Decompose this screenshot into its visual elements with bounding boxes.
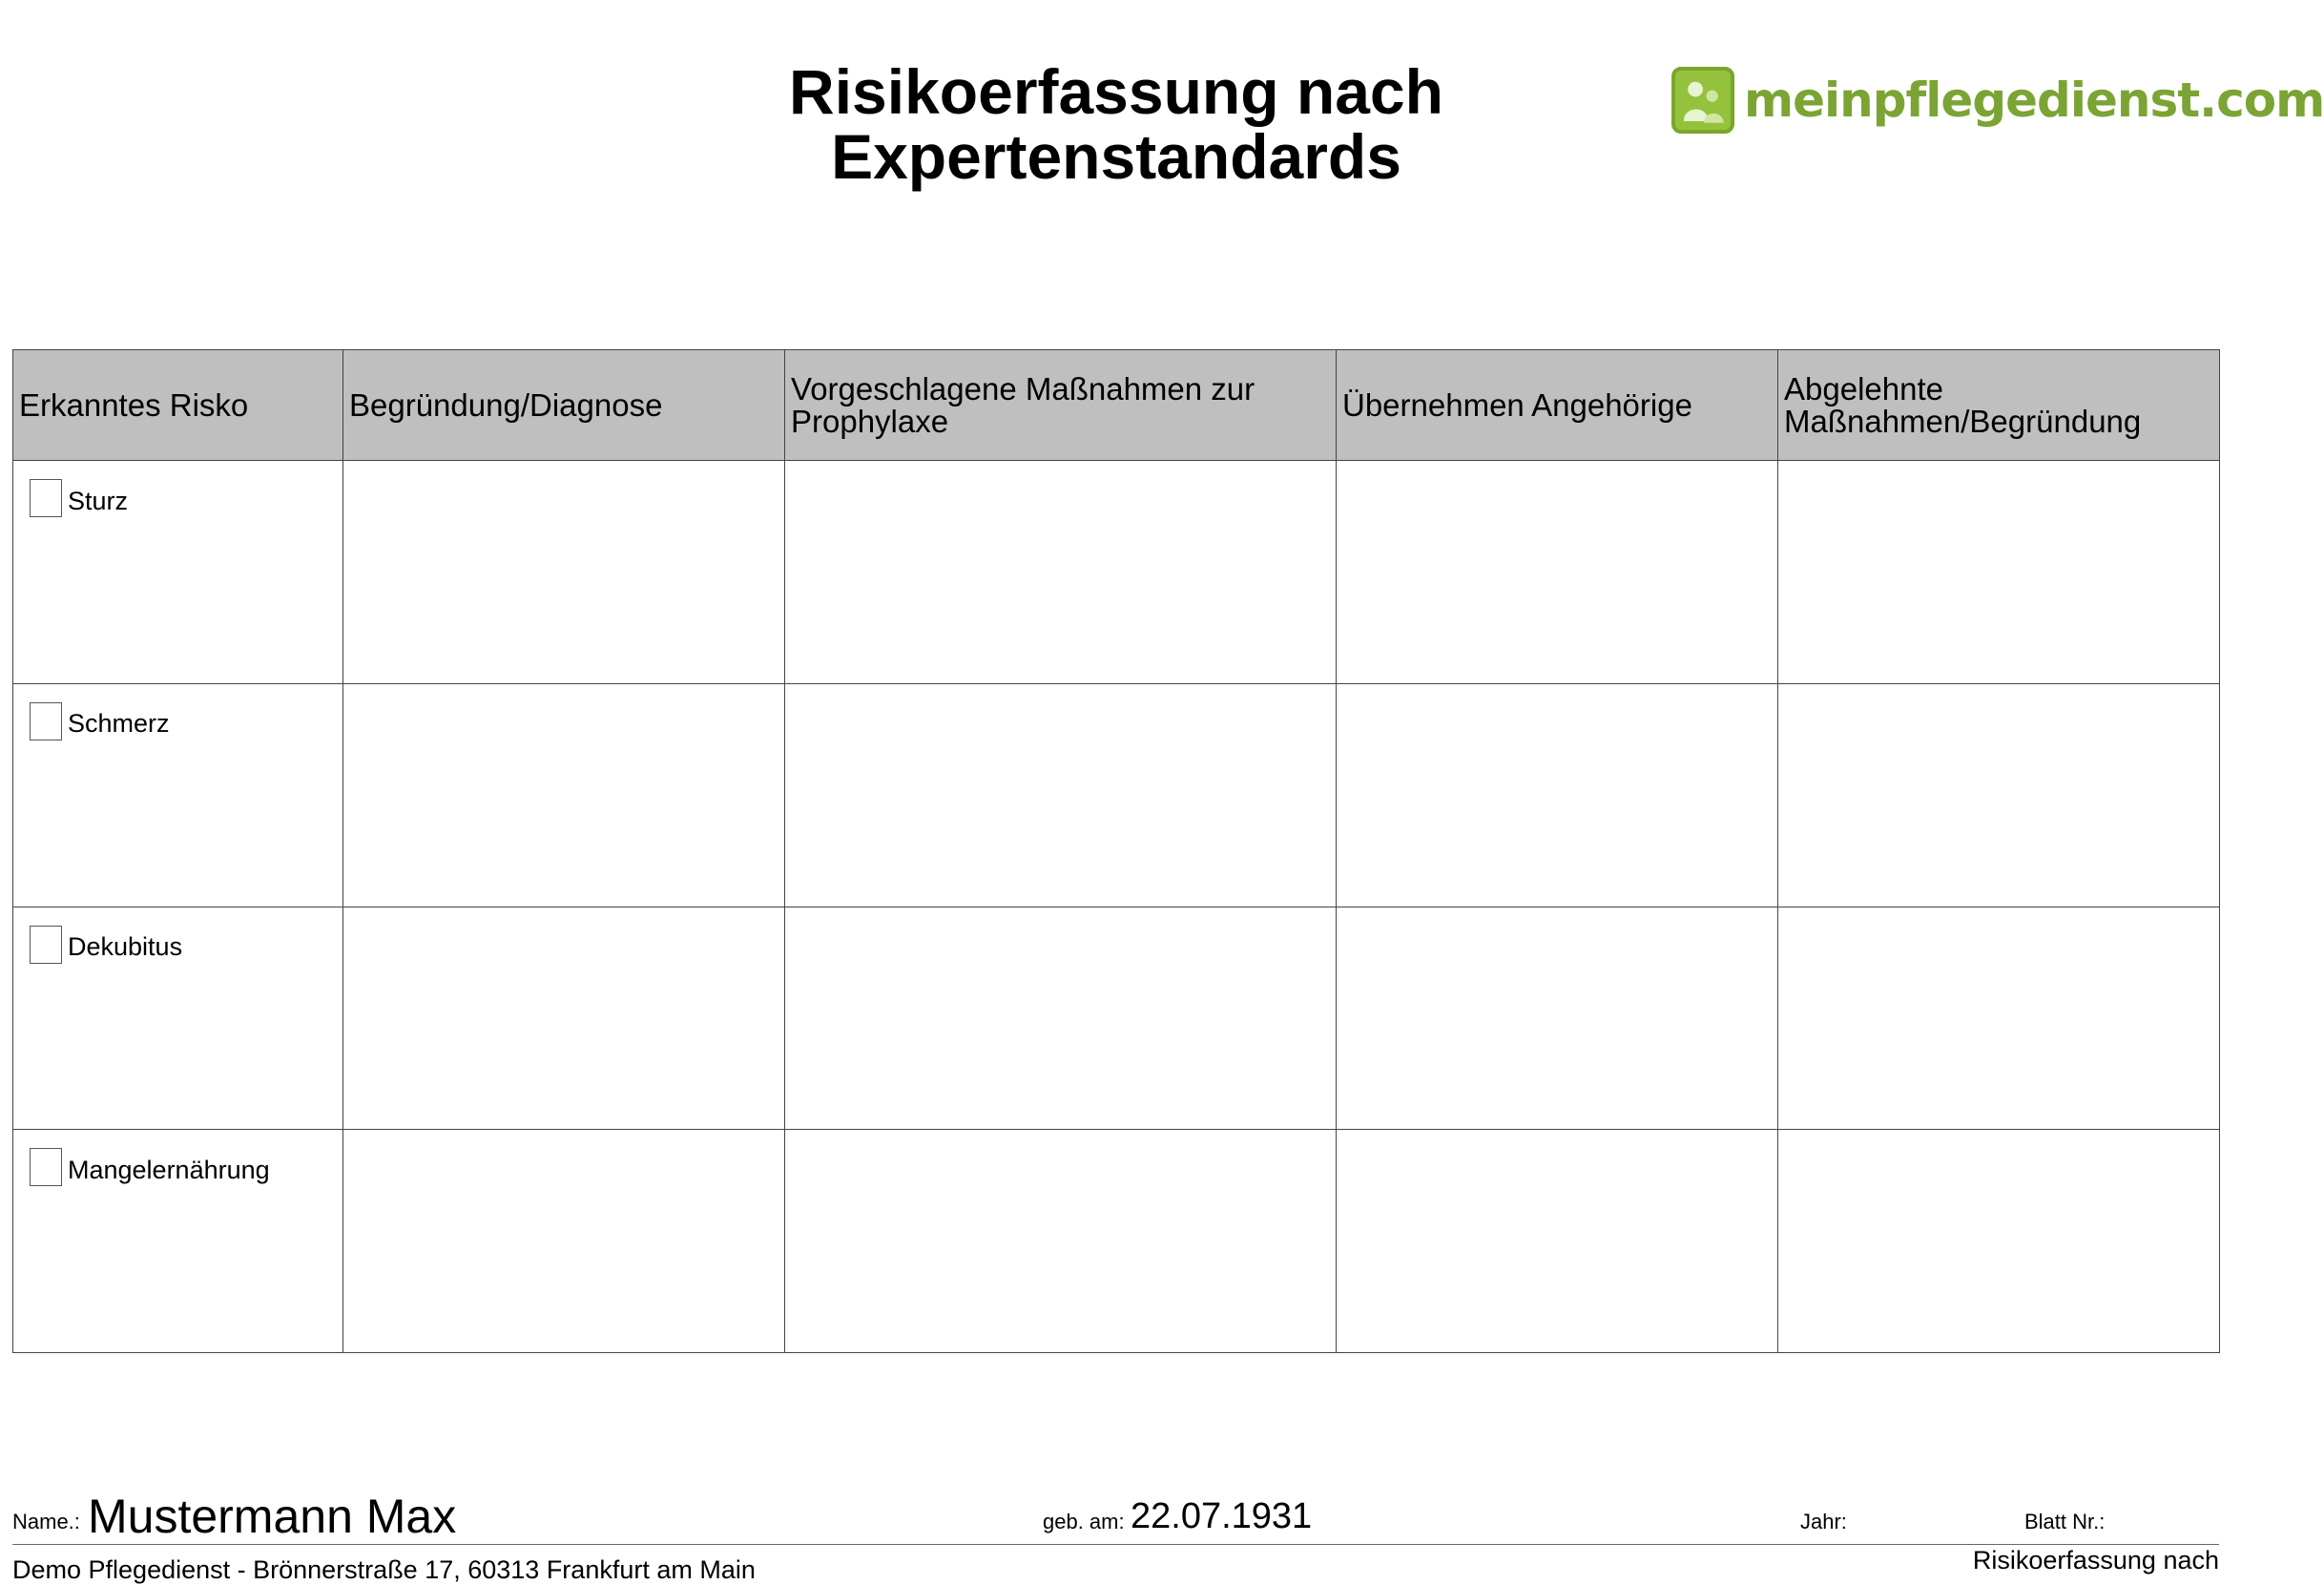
diagnosis-cell[interactable] [343,683,785,907]
diagnosis-cell[interactable] [343,461,785,684]
footer-address: Demo Pflegedienst - Brönnerstraße 17, 60313 Frankfurt am Main [12,1555,756,1584]
column-header: Erkanntes Risko [13,350,343,461]
footer-doc-title: Risikoerfassung nach [1972,1546,2219,1575]
relatives-cell[interactable] [1337,1130,1778,1353]
risk-checkbox[interactable] [30,1148,62,1186]
dob-value: 22.07.1931 [1131,1496,1313,1536]
rejected-cell[interactable] [1778,461,2220,684]
logo-text: meinpflegedienst.com [1744,73,2324,128]
rejected-cell[interactable] [1778,1130,2220,1353]
column-header: Begründung/Diagnose [343,350,785,461]
dob-label: geb. am: [1043,1510,1125,1533]
risk-cell [13,683,343,907]
rejected-cell[interactable] [1778,683,2220,907]
page-title-line1: Risikoerfassung nach [789,56,1443,127]
relatives-cell[interactable] [1337,907,1778,1130]
table-header-row [13,350,2220,461]
measures-cell[interactable] [785,1130,1337,1353]
column-header: Vorgeschlagene Maßnahmen zur Prophylaxe [785,350,1337,461]
risk-label: Dekubitus [68,932,183,961]
name-value: Mustermann Max [88,1490,457,1543]
caregiver-logo-icon [1671,67,1734,134]
table-row [13,907,2220,1130]
risk-cell [13,1130,343,1353]
footer-divider [12,1544,2219,1545]
risk-label: Schmerz [68,709,170,739]
page-title [668,56,1565,192]
table-row [13,683,2220,907]
measures-cell[interactable] [785,683,1337,907]
risk-label: Sturz [68,486,129,515]
risk-cell [13,461,343,684]
risk-checkbox[interactable] [30,702,62,740]
diagnosis-cell[interactable] [343,907,785,1130]
risk-label: Mangelernährung [68,1155,270,1184]
year-label: Jahr: [1800,1510,1847,1533]
name-label: Name.: [12,1510,80,1533]
table-row [13,1130,2220,1353]
measures-cell[interactable] [785,907,1337,1130]
column-header: Übernehmen Angehörige [1337,350,1778,461]
table-row [13,461,2220,684]
diagnosis-cell[interactable] [343,1130,785,1353]
page-title-line2: Expertenstandards [831,121,1401,192]
relatives-cell[interactable] [1337,683,1778,907]
measures-cell[interactable] [785,461,1337,684]
brand-logo [1671,65,2324,136]
risk-checkbox[interactable] [30,479,62,517]
relatives-cell[interactable] [1337,461,1778,684]
risk-cell [13,907,343,1130]
risk-table [12,349,2220,1353]
sheet-label: Blatt Nr.: [2024,1510,2106,1533]
rejected-cell[interactable] [1778,907,2220,1130]
risk-checkbox[interactable] [30,926,62,964]
column-header: Abgelehnte Maßnahmen/Begründung [1778,350,2220,461]
